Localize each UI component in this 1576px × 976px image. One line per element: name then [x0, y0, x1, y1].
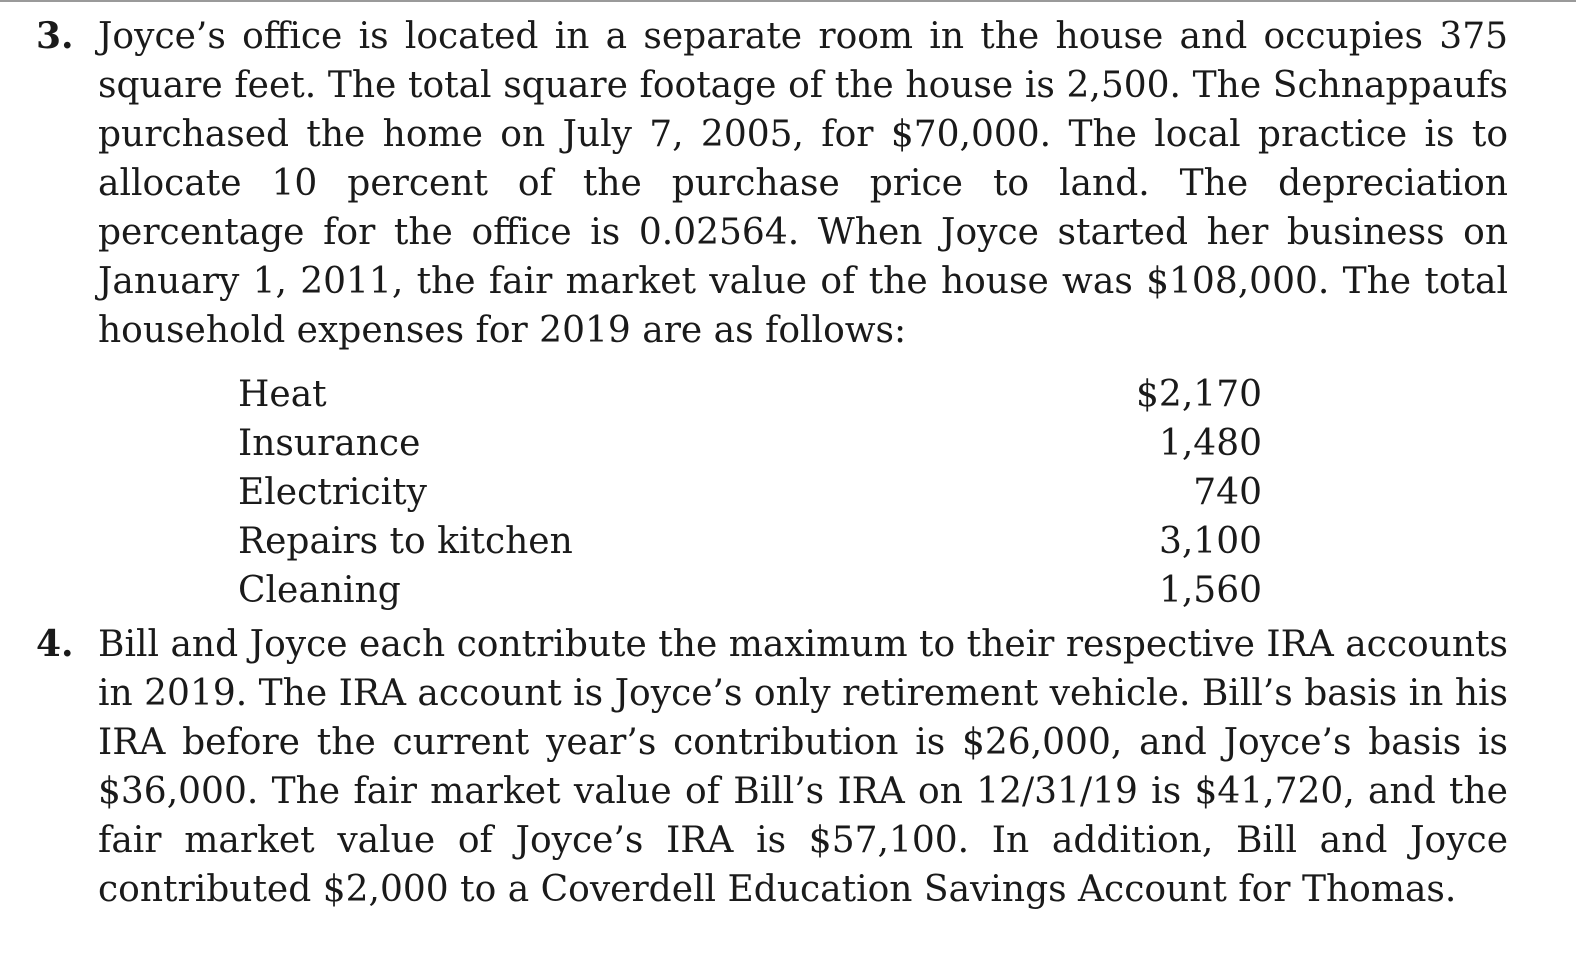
item-number: 3.	[36, 15, 74, 57]
item-number: 4.	[36, 623, 74, 665]
table-row	[238, 517, 1262, 566]
expense-label: Cleaning	[238, 570, 401, 611]
table-row	[238, 370, 1262, 419]
household-expenses-table	[238, 370, 1262, 615]
table-row	[238, 419, 1262, 468]
expense-label: Heat	[238, 374, 327, 415]
expense-label: Repairs to kitchen	[238, 521, 573, 562]
table-row	[238, 468, 1262, 517]
expense-amount: 740	[1193, 472, 1262, 513]
expense-amount: $2,170	[1136, 374, 1262, 415]
expense-amount: 3,100	[1158, 521, 1262, 562]
item-paragraph: Bill and Joyce each contribute the maximum to their respective IRA accounts in 2019. The IRA account is Joyce’s only retirement vehicle. Bill’s basis in his IRA before the current year’s contribution is $26,000, and Joyce’s basis is $36,000. The fair market value of Bill’s IRA on 12/31/19 is $41,720, and the fair market value of Joyce’s IRA is $57,100. In addition, Bill and Joyce contributed $2,000 to a Coverdell Education Savings Account for Thomas.	[98, 624, 1508, 910]
top-divider	[0, 0, 1576, 2]
expense-label: Electricity	[238, 472, 427, 513]
item-paragraph: Joyce’s office is located in a separate room in the house and occupies 375 square feet. The total square footage of the house is 2,500. The Schnappaufs purchased the home on July 7, 2005, for $70,000. The local practice is to allocate 10 percent of the purchase price to land. The depreciation percentage for the office is 0.02564. When Joyce started her business on January 1, 2011, the fair market value of the house was $108,000. The total household expenses for 2019 are as follows:	[98, 16, 1508, 351]
expense-label: Insurance	[238, 423, 421, 464]
table-row	[238, 566, 1262, 615]
expense-amount: 1,480	[1158, 423, 1262, 464]
expense-amount: 1,560	[1158, 570, 1262, 611]
